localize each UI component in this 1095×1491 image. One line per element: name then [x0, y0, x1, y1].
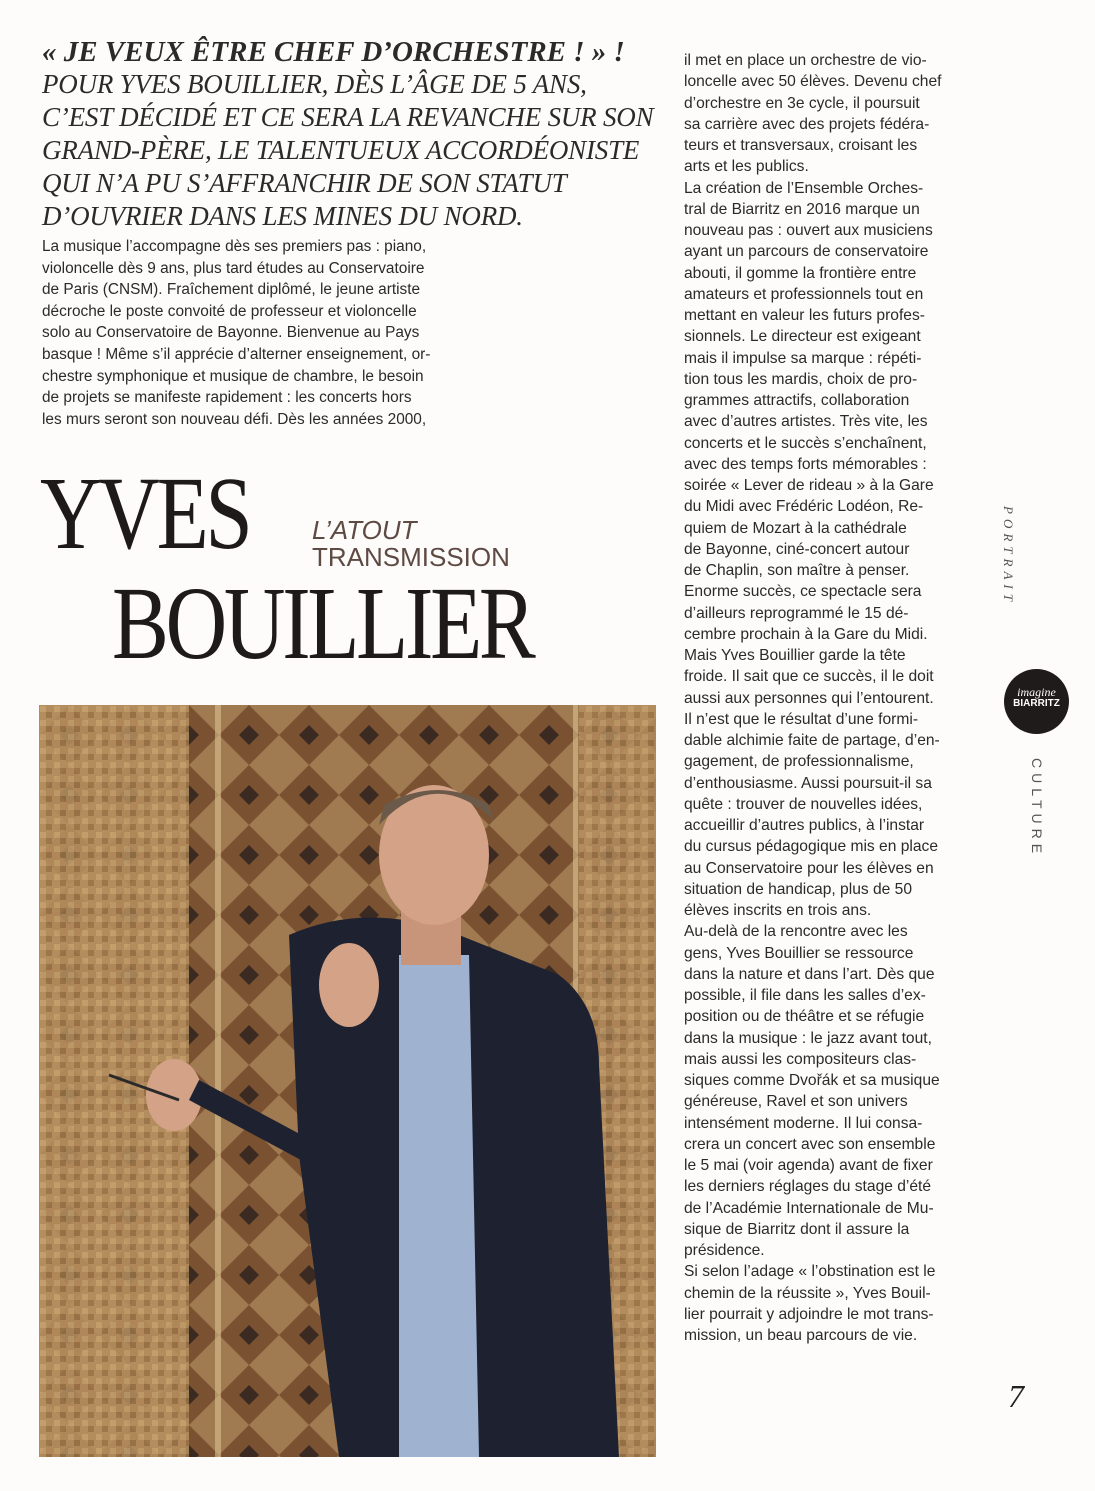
logo-text-top: imagine: [1017, 685, 1056, 699]
column-line: mais il impulse sa marque : répéti-: [684, 349, 922, 367]
column-line: au Conservatoire pour les élèves en: [684, 859, 934, 877]
lead-line: de Paris (CNSM). Fraîchement diplômé, le jeune artiste: [42, 281, 421, 299]
column-line: concerts et le succès s’enchaînent,: [684, 434, 927, 452]
column-line: Mais Yves Bouillier garde la tête: [684, 647, 906, 664]
column-line: du cursus pédagogique mis en place: [684, 838, 938, 856]
column-line: dable alchimie faite de partage, d’en-: [684, 732, 940, 749]
column-line: gens, Yves Bouillier se ressource: [684, 944, 914, 962]
column-line: aussi aux personnes qui l’entourent.: [684, 689, 934, 707]
column-line: sa carrière avec des projets fédéra-: [684, 115, 930, 133]
column-line: froide. Il sait que ce succès, il le doit: [684, 668, 934, 686]
right-column: [684, 50, 982, 1346]
column-line: les derniers réglages du stage d’été: [684, 1178, 932, 1196]
column-line: accueillir d’autres publics, à l’instar: [684, 817, 925, 834]
lead-line: chestre symphonique et musique de chambre, le besoin: [42, 367, 424, 385]
column-line: avec d’autres artistes. Très vite, les: [684, 413, 928, 431]
column-line: du Midi avec Frédéric Lodéon, Re-: [684, 498, 924, 516]
column-line: amateurs et professionnels tout en: [684, 285, 924, 303]
column-line: d’ailleurs reprogrammé le 15 dé-: [684, 604, 909, 622]
column-line: mais aussi les compositeurs clas-: [684, 1050, 917, 1068]
title-first-name: YVES: [40, 456, 250, 571]
column-line: La création de l’Ensemble Orches-: [684, 179, 924, 197]
column-line: intensément moderne. Il lui consa-: [684, 1114, 923, 1132]
column-line: élèves inscrits en trois ans.: [684, 902, 872, 919]
column-line: ayant un parcours de conservatoire: [684, 243, 929, 261]
column-line: sionnels. Le directeur est exigeant: [684, 328, 921, 346]
intro-quote: « JE VEUX ÊTRE CHEF D’ORCHESTRE ! » !: [42, 36, 625, 68]
logo-text-bottom: BIARRITZ: [1013, 698, 1060, 709]
column-line: quête : trouver de nouvelles idées,: [684, 795, 923, 813]
intro-line: POUR YVES BOUILLIER, DÈS L’ÂGE DE 5 ANS,: [42, 69, 587, 99]
column-line: mission, un beau parcours de vie.: [684, 1327, 918, 1344]
column-line: Il n’est que le résultat d’une formi-: [684, 710, 919, 728]
lead-line: La musique l’accompagne dès ses premiers pas : piano,: [42, 238, 427, 255]
column-line: d’orchestre en 3e cycle, il poursuit: [684, 94, 920, 112]
column-line: le 5 mai (voir agenda) avant de fixer: [684, 1157, 933, 1174]
column-line: abouti, il gomme la frontière entre: [684, 264, 917, 282]
column-line: dans la musique : le jazz avant tout,: [684, 1029, 932, 1047]
lead-paragraph: [42, 236, 502, 430]
column-line: situation de handicap, plus de 50: [684, 880, 913, 898]
column-line: tral de Biarritz en 2016 marque un: [684, 200, 920, 218]
column-line: quiem de Mozart à la cathédrale: [684, 519, 907, 537]
lead-line: les murs seront son nouveau défi. Dès les années 2000,: [42, 410, 427, 428]
intro-line: D’OUVRIER DANS LES MINES DU NORD.: [42, 201, 523, 231]
column-line: présidence.: [684, 1242, 765, 1259]
column-line: il met en place un orchestre de vio-: [684, 52, 927, 69]
intro-line: QUI N’A PU S’AFFRANCHIR DE SON STATUT: [42, 168, 567, 198]
column-line: d’enthousiasme. Aussi poursuit-il sa: [684, 774, 932, 792]
column-line: nouveau pas : ouvert aux musiciens: [684, 222, 933, 239]
column-line: de Bayonne, ciné-concert autour: [684, 540, 910, 558]
column-line: Au-delà de la rencontre avec les: [684, 923, 908, 941]
intro-line: C’EST DÉCIDÉ ET CE SERA LA REVANCHE SUR SON: [42, 102, 654, 132]
column-line: crera un concert avec son ensemble: [684, 1135, 936, 1153]
column-line: mettant en valeur les futurs profes-: [684, 307, 925, 324]
title-last-name: BOUILLIER: [112, 566, 533, 681]
column-line: grammes attractifs, collaboration: [684, 392, 910, 409]
column-line: position ou de théâtre et se réfugie: [684, 1008, 925, 1026]
intro-line: GRAND-PÈRE, LE TALENTUEUX ACCORDÉONISTE: [42, 135, 640, 165]
column-line: teurs et transversaux, croisant les: [684, 137, 918, 154]
column-line: gagement, de professionnalisme,: [684, 753, 914, 771]
column-line: chemin de la réussite », Yves Bouil-: [684, 1284, 931, 1302]
subtitle-line-1: L’ATOUT: [312, 515, 417, 545]
imagine-biarritz-logo: [1004, 669, 1069, 734]
column-line: Enorme succès, ce spectacle sera: [684, 583, 922, 601]
subtitle: [312, 517, 510, 571]
column-line: arts et les publics.: [684, 158, 809, 176]
lead-line: de projets se manifeste rapidement : les concerts hors: [42, 389, 412, 407]
section-label-culture: CULTURE: [1029, 758, 1045, 859]
column-line: siques comme Dvořák et sa musique: [684, 1072, 940, 1089]
column-line: loncelle avec 50 élèves. Devenu chef: [684, 73, 942, 91]
column-line: soirée « Lever de rideau » à la Gare: [684, 477, 934, 494]
column-line: sique de Biarritz dont il assure la: [684, 1220, 910, 1238]
subtitle-line-2: TRANSMISSION: [312, 542, 510, 572]
intro-block: [42, 36, 667, 233]
column-line: de l’Académie Internationale de Mu-: [684, 1199, 934, 1217]
portrait-photo: [39, 705, 656, 1457]
lead-line: solo au Conservatoire de Bayonne. Bienvenue au Pays: [42, 324, 420, 342]
column-line: possible, il file dans les salles d’ex-: [684, 987, 926, 1004]
lead-line: violoncelle dès 9 ans, plus tard études au Conservatoire: [42, 259, 425, 277]
column-line: généreuse, Ravel et son univers: [684, 1093, 908, 1111]
section-label-portrait: PORTRAIT: [1001, 506, 1016, 606]
column-line: avec des temps forts mémorables :: [684, 455, 927, 473]
column-line: Si selon l’adage « l’obstination est le: [684, 1263, 936, 1281]
column-line: tion tous les mardis, choix de pro-: [684, 370, 918, 388]
column-line: cembre prochain à la Gare du Midi.: [684, 625, 928, 643]
lead-line: basque ! Même s’il apprécie d’alterner enseignement, or-: [42, 345, 431, 363]
lead-line: décroche le poste convoité de professeur et violoncelle: [42, 302, 417, 320]
column-line: lier pourrait y adjoindre le mot trans-: [684, 1305, 934, 1323]
page-number: 7: [1008, 1378, 1024, 1414]
column-line: dans la nature et dans l’art. Dès que: [684, 965, 935, 983]
column-line: de Chaplin, son maître à penser.: [684, 562, 910, 579]
